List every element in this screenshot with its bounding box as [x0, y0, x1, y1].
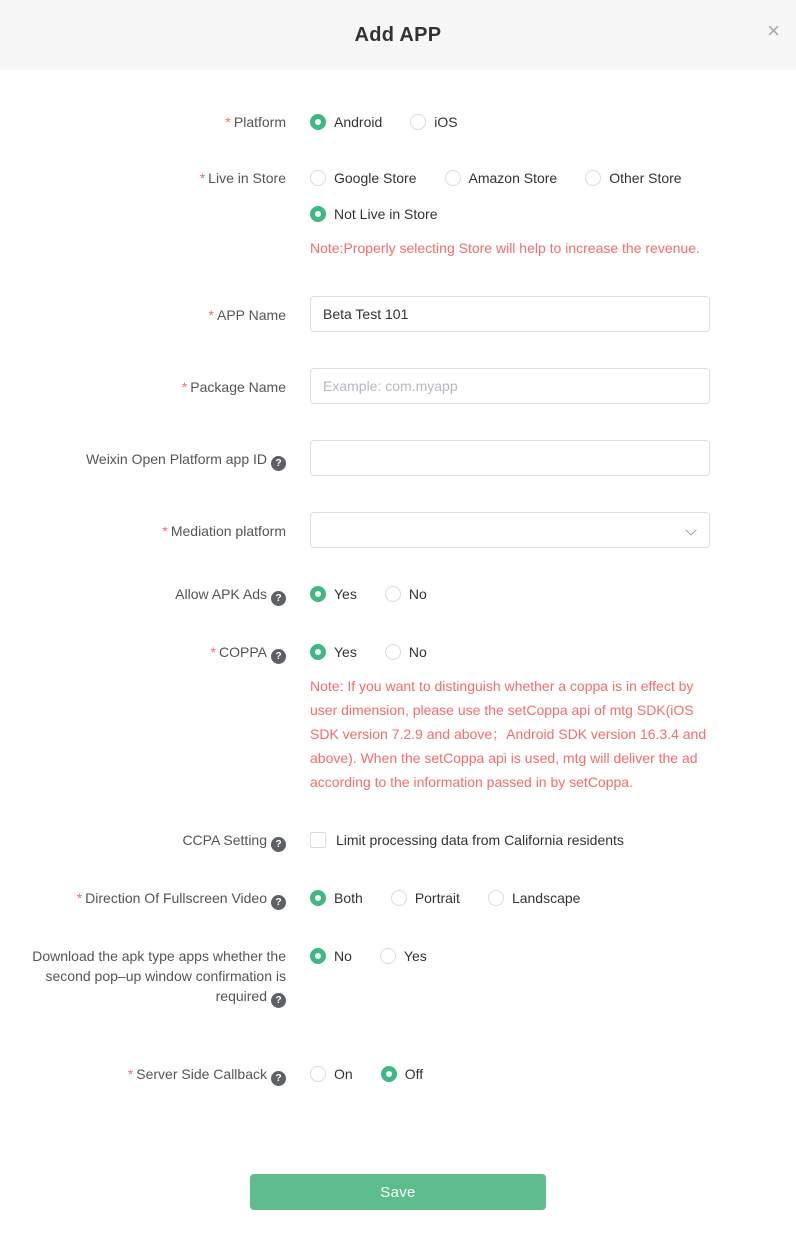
- radio-unselected-icon: [488, 890, 504, 906]
- field-weixin-app-id: [0, 440, 796, 476]
- field-label-text: Platform: [233, 114, 286, 130]
- mediation-platform-select[interactable]: [310, 512, 710, 548]
- radio-label: Not Live in Store: [334, 206, 438, 222]
- ccpa-label: [0, 830, 310, 852]
- radio-label: Other Store: [609, 170, 682, 186]
- radio-label: No: [408, 644, 427, 660]
- modal-footer: [0, 1122, 796, 1238]
- radio-unselected-icon: [310, 170, 326, 186]
- radio-label: No: [334, 948, 352, 964]
- help-icon[interactable]: ?: [271, 456, 286, 471]
- radio-label: Yes: [334, 586, 357, 602]
- radio-unselected-icon: [391, 890, 407, 906]
- required-marker: *: [76, 890, 83, 906]
- radio-label: Off: [404, 1066, 424, 1082]
- radio-unselected-icon: [445, 170, 461, 186]
- store-radio-not-live[interactable]: [310, 204, 438, 224]
- field-ccpa: [0, 830, 796, 852]
- package-name-input[interactable]: [310, 368, 710, 404]
- help-icon[interactable]: ?: [271, 895, 286, 910]
- coppa-note: Note: If you want to distinguish whether a coppa is in effect by user dimension, please use the setCoppa api of mtg SDK(iOS SDK version 7.2.9 and above；Android SDK version 16.3.4 and above). When the setCoppa api is used, mtg will deliver the ad according to the information passed in by setCoppa.: [310, 678, 707, 790]
- radio-selected-icon: [310, 948, 326, 964]
- radio-label: Yes: [403, 948, 427, 964]
- save-button[interactable]: Save: [250, 1174, 546, 1210]
- radio-label: Amazon Store: [468, 170, 558, 186]
- field-label-text: CCPA Setting: [182, 832, 267, 848]
- required-marker: *: [127, 1066, 134, 1082]
- radio-selected-icon: [310, 206, 326, 222]
- app-name-label: [0, 296, 310, 332]
- radio-unselected-icon: [410, 114, 426, 130]
- close-icon[interactable]: ×: [767, 18, 780, 43]
- platform-radio-ios[interactable]: [410, 112, 457, 132]
- required-marker: *: [162, 523, 168, 539]
- radio-unselected-icon: [385, 644, 401, 660]
- radio-label: Android: [334, 114, 383, 130]
- radio-unselected-icon: [585, 170, 601, 186]
- radio-selected-icon: [381, 1066, 397, 1082]
- store-radio-amazon[interactable]: [445, 168, 558, 188]
- field-app-name: [0, 296, 796, 332]
- field-label-text: Direction Of Fullscreen Video: [85, 890, 267, 906]
- radio-label: Portrait: [414, 890, 460, 906]
- weixin-app-id-input[interactable]: [310, 440, 710, 476]
- required-marker: *: [181, 379, 188, 395]
- ccpa-checkbox[interactable]: [310, 830, 624, 850]
- radio-label: Yes: [334, 644, 357, 660]
- direction-radio-portrait[interactable]: [391, 888, 460, 908]
- field-label-text: Allow APK Ads: [175, 586, 267, 602]
- server-callback-radio-off[interactable]: [381, 1064, 423, 1084]
- package-name-label: [0, 368, 310, 404]
- field-platform: [0, 112, 796, 132]
- modal-header: [0, 0, 796, 70]
- app-name-input[interactable]: [310, 296, 710, 332]
- direction-radio-landscape[interactable]: [488, 888, 581, 908]
- radio-label: No: [408, 586, 427, 602]
- radio-selected-icon: [310, 890, 326, 906]
- coppa-label: [0, 642, 310, 794]
- weixin-app-id-label: [0, 440, 310, 476]
- apk-popup-label: [0, 946, 310, 1008]
- radio-label: Landscape: [511, 890, 581, 906]
- field-server-callback: [0, 1064, 796, 1086]
- add-app-form: [0, 70, 796, 1086]
- chevron-down-icon: [685, 524, 696, 535]
- field-label-text: Live in Store: [208, 170, 286, 186]
- radio-label: Both: [334, 890, 363, 906]
- checkbox-unchecked-icon: [310, 832, 326, 848]
- field-label-text: APP Name: [217, 307, 286, 323]
- apk-ads-radio-no[interactable]: [385, 584, 427, 604]
- required-marker: *: [225, 114, 231, 130]
- radio-label: On: [334, 1066, 353, 1082]
- field-label-text: Download the apk type apps whether the second pop–up window confirmation is required: [32, 948, 286, 1004]
- field-mediation-platform: [0, 512, 796, 548]
- checkbox-label: Limit processing data from California residents: [336, 832, 624, 848]
- help-icon[interactable]: ?: [271, 1071, 286, 1086]
- field-label-text: Weixin Open Platform app ID: [85, 451, 267, 467]
- apk-popup-radio-yes[interactable]: [380, 946, 427, 966]
- apk-popup-radio-no[interactable]: [310, 946, 352, 966]
- radio-selected-icon: [310, 586, 326, 602]
- radio-label: Google Store: [334, 170, 417, 186]
- radio-unselected-icon: [310, 1066, 326, 1082]
- platform-radio-android[interactable]: [310, 112, 382, 132]
- allow-apk-ads-label: [0, 584, 310, 606]
- apk-ads-radio-yes[interactable]: [310, 584, 357, 604]
- field-label-text: Package Name: [190, 379, 286, 395]
- modal-title: Add APP: [354, 23, 442, 46]
- coppa-radio-yes[interactable]: [310, 642, 357, 662]
- field-live-in-store: [0, 168, 796, 260]
- direction-label: [0, 888, 310, 910]
- field-label-text: Server Side Callback: [136, 1066, 267, 1082]
- radio-unselected-icon: [385, 586, 401, 602]
- required-marker: *: [208, 307, 214, 323]
- required-marker: *: [210, 644, 217, 660]
- mediation-platform-label: [0, 512, 310, 548]
- server-callback-radio-on[interactable]: [310, 1064, 353, 1084]
- store-radio-other[interactable]: [585, 168, 681, 188]
- store-radio-google[interactable]: [310, 168, 417, 188]
- server-callback-label: [0, 1064, 310, 1086]
- radio-unselected-icon: [380, 948, 396, 964]
- platform-label: [0, 112, 310, 132]
- help-icon[interactable]: ?: [271, 649, 286, 664]
- field-package-name: [0, 368, 796, 404]
- direction-radio-both[interactable]: [310, 888, 363, 908]
- field-label-text: Mediation platform: [170, 523, 286, 539]
- coppa-radio-no[interactable]: [385, 642, 427, 662]
- field-label-text: COPPA: [219, 644, 267, 660]
- field-apk-popup: [0, 946, 796, 1008]
- store-note: Note:Properly selecting Store will help to increase the revenue.: [310, 240, 700, 256]
- field-direction: [0, 888, 796, 910]
- required-marker: *: [199, 170, 206, 186]
- radio-selected-icon: [310, 644, 326, 660]
- radio-label: iOS: [434, 114, 458, 130]
- help-icon[interactable]: ?: [271, 591, 286, 606]
- help-icon[interactable]: ?: [271, 837, 286, 852]
- field-allow-apk-ads: [0, 584, 796, 606]
- field-coppa: [0, 642, 796, 794]
- radio-selected-icon: [310, 114, 326, 130]
- help-icon[interactable]: ?: [271, 993, 286, 1008]
- live-in-store-label: [0, 168, 310, 260]
